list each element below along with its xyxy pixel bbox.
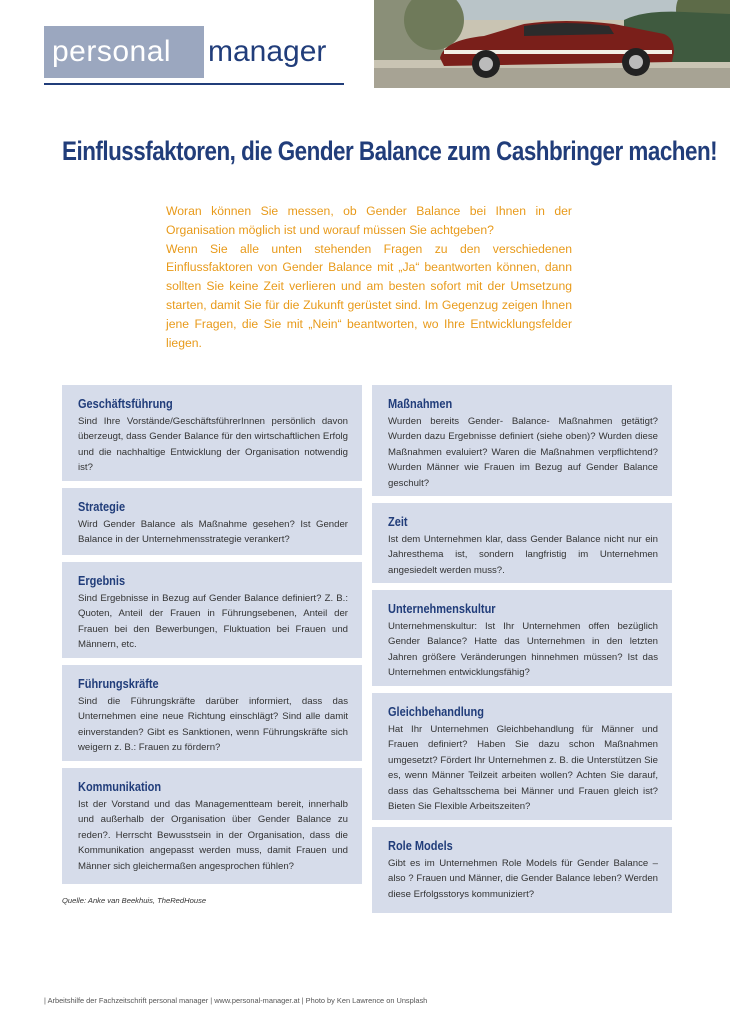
magazine-logo (44, 26, 344, 78)
card-heading: Geschäftsführung (78, 397, 173, 411)
card-zeit (372, 503, 672, 583)
logo-part-manager: manager (208, 35, 327, 68)
card-text: Sind Ergebnisse in Bezug auf Gender Balance definiert? Z. B.: Quoten, Anteil der Frauen in Führungsebenen, Anteil der Frauen bei den Bewerbungen, Fluktuation bei Frauen und Männern, etc. (78, 593, 348, 651)
logo-part-personal: personal (44, 26, 204, 78)
card-heading: Ergebnis (78, 574, 126, 588)
card-heading: Zeit (388, 515, 408, 529)
card-heading: Maßnahmen (388, 397, 453, 411)
card-heading: Strategie (78, 500, 126, 514)
card-text: Hat Ihr Unternehmen Gleichbehandlung für Männer und Frauen definiert? Haben Sie dazu schon Maßnahmen umgesetzt? Fördert Ihr Unternehmen z. B. die Unterstützen Sie es, wenn Männer Teilzeit arbeiten wollen? Achten Sie darauf, dass das Gehaltsschema bei Männer und Frauen gleich ist? Bieten Sie Flexible Arbeitszeiten? (388, 724, 658, 813)
card-gleichbehandlung (372, 693, 672, 820)
header-photo-car (374, 0, 730, 88)
intro-paragraph-2: Wenn Sie alle unten stehenden Fragen zu den verschiedenen Einflussfaktoren von Gender Balance mit „Ja“ beantworten können, dann sollten Sie keine Zeit verlieren und am besten sofort mit der Umsetzung starten, damit Sie für die Zukunft gerüstet sind. Im Gegenzug zeigen Ihnen jene Fragen, die Sie mit „Nein“ beantworten, wo Ihre Entwicklungsfelder liegen. (166, 241, 572, 350)
source-credit: Quelle: Anke van Beekhuis, TheRedHouse (62, 896, 207, 905)
card-text: Unternehmenskultur: Ist Ihr Unternehmen offen bezüglich Gender Balance? Hatte das Unternehmen in den letzten Jahren größere Veränderungen hinnehmen müssen? Ist das Unternehmen entwicklungsfähig? (388, 621, 658, 679)
card-fuehrungskraefte (62, 665, 362, 761)
logo-underline (44, 83, 344, 85)
card-role-models (372, 827, 672, 913)
card-heading: Role Models (388, 839, 453, 853)
car-photo-illustration (374, 0, 730, 88)
card-heading: Kommunikation (78, 780, 162, 794)
card-strategie (62, 488, 362, 555)
card-text: Gibt es im Unternehmen Role Models für Gender Balance – also ? Frauen und Männer, die Gender Balance leben? Werden diese Erfolgsstorys kommuniziert? (388, 858, 658, 900)
card-massnahmen (372, 385, 672, 496)
card-text: Wurden bereits Gender- Balance- Maßnahmen getätigt? Wurden dazu Ergebnisse definiert (siehe oben)? Wurden diese Maßnahmen evaluiert? Waren die Maßnahmen verpflichtend? Wurden Männer wie Frauen im Bezug auf Gender Balance geschult? (388, 416, 658, 489)
page-footer: | Arbeitshilfe der Fachzeitschrift personal manager | www.personal-manager.at | Photo by Ken Lawrence on Unsplash (44, 996, 428, 1005)
card-heading: Unternehmenskultur (388, 602, 496, 616)
page-title: Einflussfaktoren, die Gender Balance zum Cashbringer machen! (62, 136, 718, 166)
card-geschaeftsfuehrung (62, 385, 362, 481)
card-text: Ist dem Unternehmen klar, dass Gender Balance nicht nur ein Jahresthema ist, sondern langfristig im Unternehmen angesiedelt werden muss?. (388, 534, 658, 576)
card-text: Wird Gender Balance als Maßnahme gesehen? Ist Gender Balance in der Unternehmensstrategie verankert? (78, 519, 348, 546)
intro-text (166, 202, 572, 352)
card-heading: Gleichbehandlung (388, 705, 484, 719)
card-unternehmenskultur (372, 590, 672, 686)
card-heading: Führungskräfte (78, 677, 159, 691)
card-text: Ist der Vorstand und das Managementteam bereit, innerhalb und außerhalb der Organisation über Gender Balance zu reden?. Herrscht Bewusstsein in der Organisation, dass die Kommunikation angepasst werden muss, damit Frauen und Männer sich gleichermaßen angesprochen fühlen? (78, 799, 348, 872)
card-ergebnis (62, 562, 362, 658)
card-text: Sind Ihre Vorstände/GeschäftsführerInnen persönlich davon überzeugt, dass Gender Balance für den wirtschaftlichen Erfolg und die nachhaltige Entwicklung der Organisation notwendig ist? (78, 416, 348, 474)
card-kommunikation (62, 768, 362, 884)
card-text: Sind die Führungskräfte darüber informiert, dass das Unternehmen eine neue Richtung einschlägt? Sind alle damit einverstanden? Gibt es Sanktionen, wenn Führungskräfte sich weigern z. B.: Frauen zu fördern? (78, 696, 348, 754)
intro-paragraph-1: Woran können Sie messen, ob Gender Balance bei Ihnen in der Organisation möglich ist und worauf müssen Sie achtgeben? (166, 204, 572, 237)
